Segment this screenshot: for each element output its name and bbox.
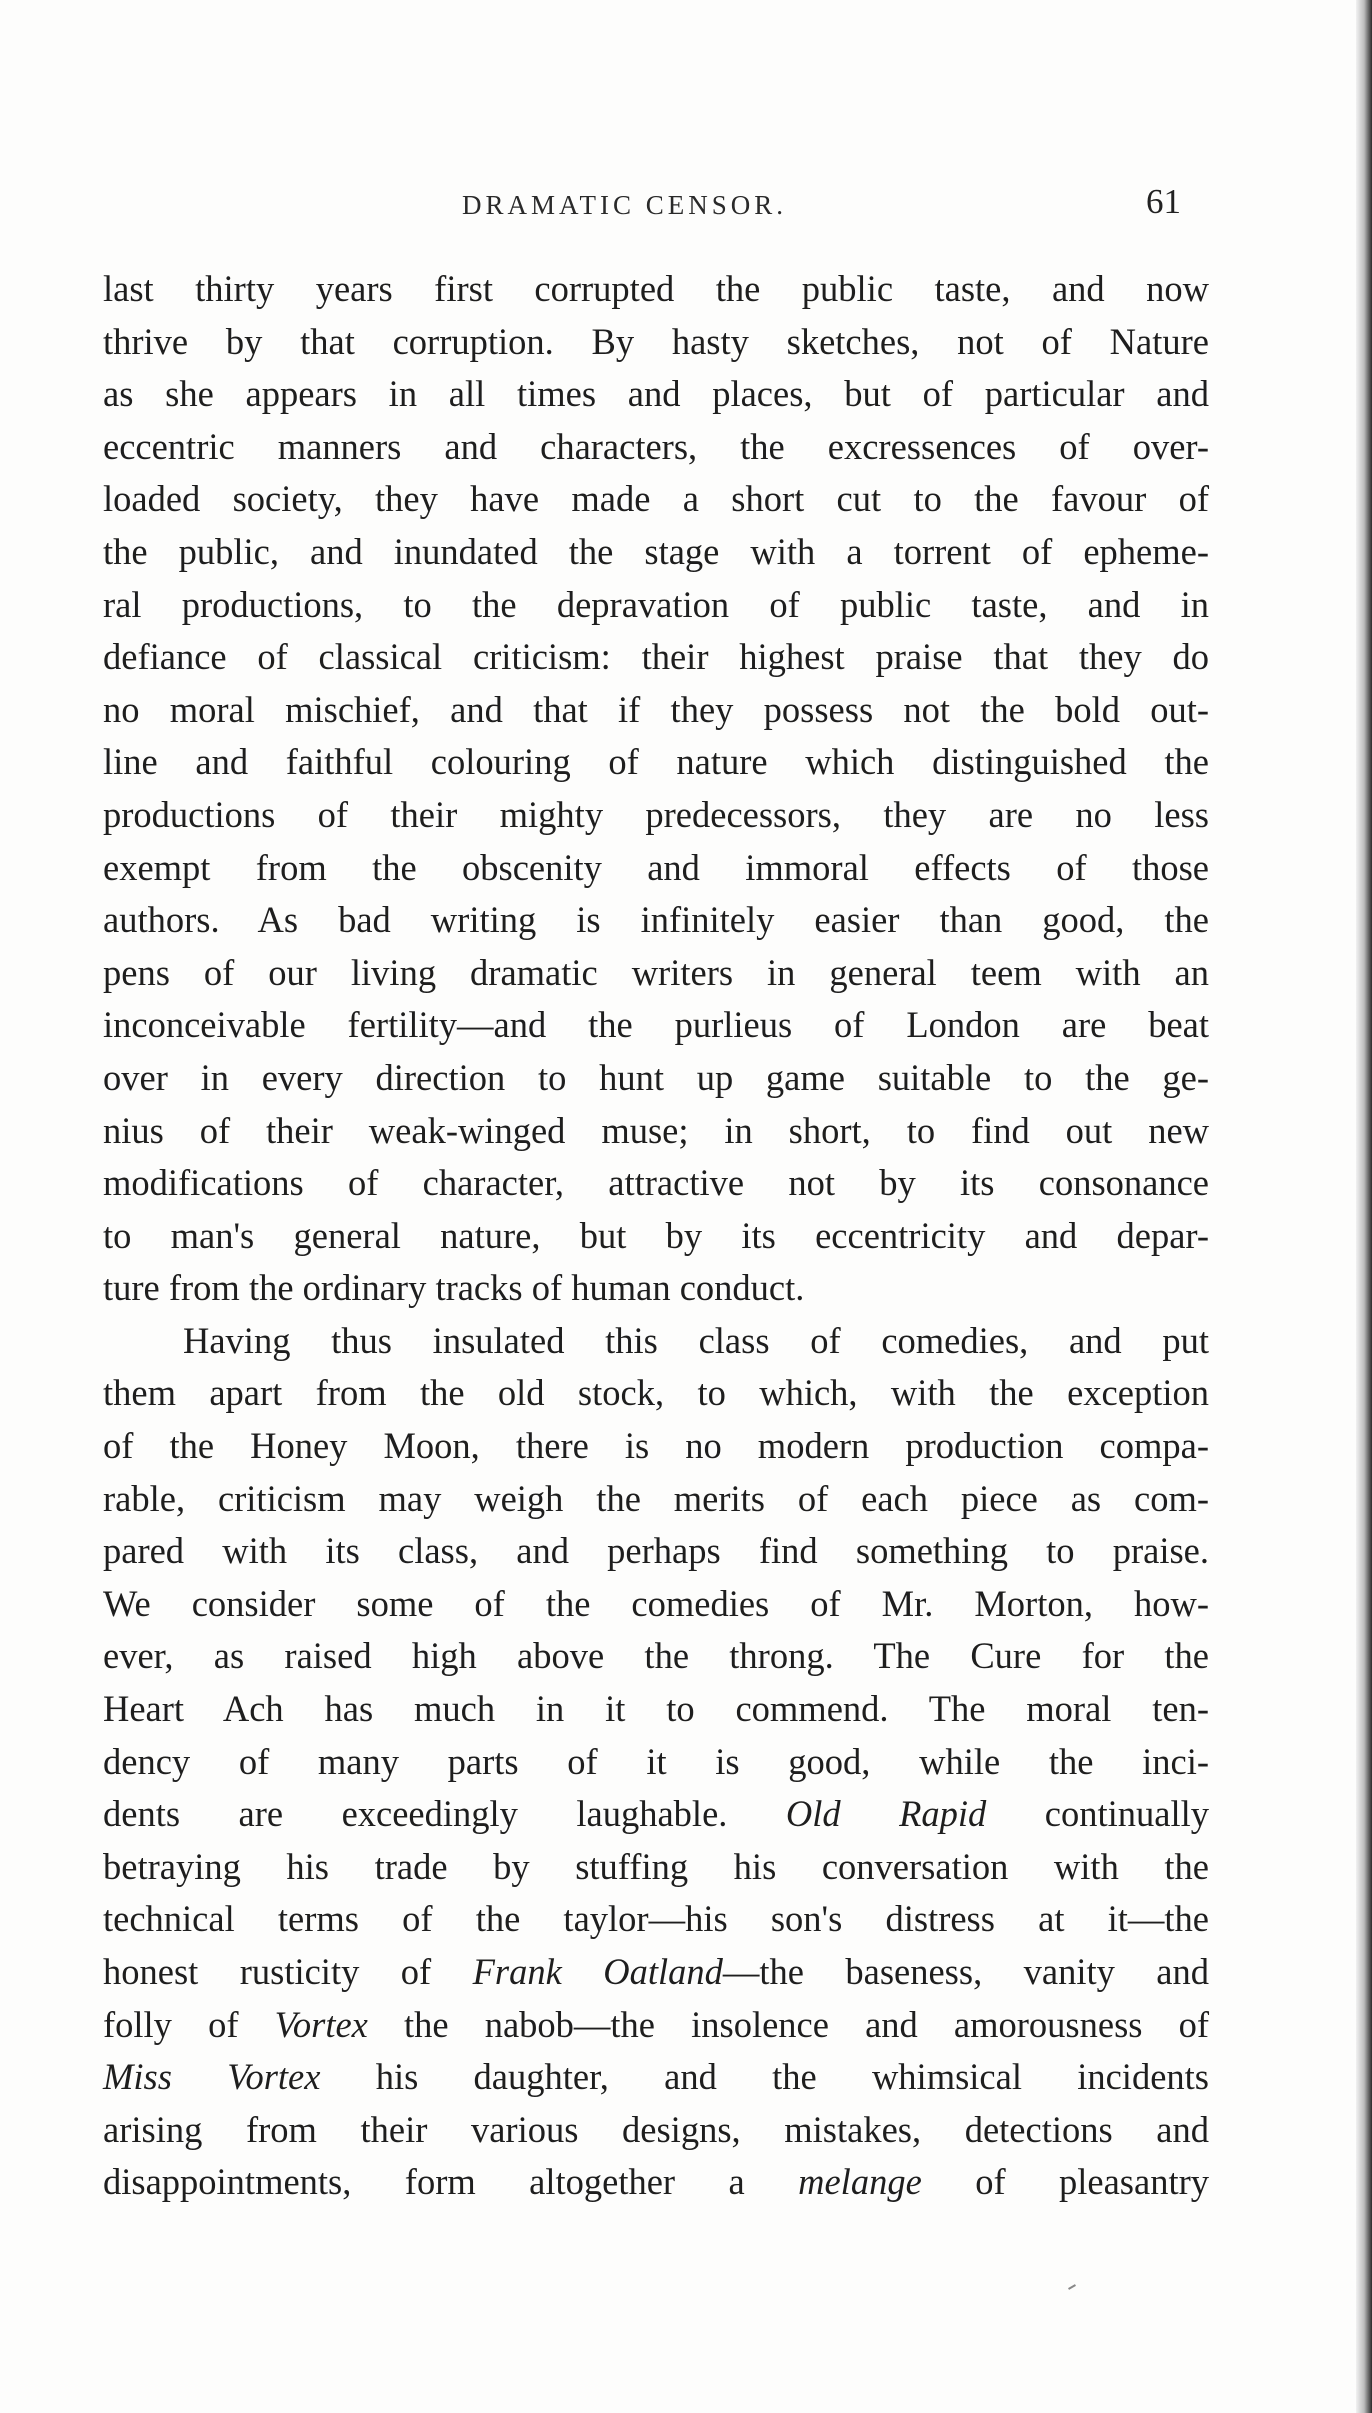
text-line: as she appears in all times and places, but of particular and <box>103 373 1209 415</box>
text-line <box>103 2051 1209 2104</box>
text-line: to man's general nature, but by its eccentricity and depar- <box>103 1214 1209 1256</box>
text-line: loaded society, they have made a short cut to the favour of <box>103 478 1209 520</box>
text-line: line and faithful colouring of nature which distinguished the <box>103 741 1209 783</box>
text-line: last thirty years first corrupted the public taste, and now <box>103 268 1209 309</box>
text-run: the nabob—the insolence and amorousness of <box>367 2003 1210 2045</box>
text-line: technical terms of the taylor—his son's distress at it—the <box>103 1898 1209 1940</box>
text-line: ture from the ordinary tracks of human conduct. <box>103 1267 805 1309</box>
text-line: authors. As bad writing is infinitely easier than good, the <box>103 899 1209 941</box>
text-run: dents are exceedingly laughable. <box>103 1793 786 1835</box>
page-number: 61 <box>1146 182 1181 221</box>
text-line: of the Honey Moon, there is no modern production compa- <box>103 1425 1209 1467</box>
text-line: them apart from the old stock, to which, with the exception <box>103 1372 1209 1414</box>
italic-character-name: Old Rapid <box>785 1793 987 1835</box>
text-line: rable, criticism may weigh the merits of each piece as com- <box>103 1477 1209 1519</box>
text-line: betraying his trade by stuffing his conversation with the <box>103 1845 1209 1887</box>
text-line <box>103 2156 1209 2209</box>
body-text <box>103 263 1209 2209</box>
text-line: ral productions, to the depravation of public taste, and in <box>103 583 1209 625</box>
italic-character-name: Miss Vortex <box>103 2056 321 2098</box>
page-edge-shadow <box>1356 0 1372 2413</box>
running-head: DRAMATIC CENSOR. <box>462 190 788 220</box>
text-line <box>103 1999 1209 2052</box>
text-run: honest rusticity of <box>103 1951 473 1992</box>
page-header <box>0 182 1372 242</box>
text-line: pared with its class, and perhaps find something to praise. <box>103 1530 1209 1572</box>
text-run: continually <box>986 1793 1209 1835</box>
italic-character-name: Vortex <box>274 2003 368 2045</box>
italic-character-name: Frank Oatland <box>472 1951 723 1992</box>
text-line: ever, as raised high above the throng. The Cure for the <box>103 1635 1209 1677</box>
paragraph-1 <box>103 263 1209 1315</box>
text-line: We consider some of the comedies of Mr. Morton, how- <box>103 1582 1209 1624</box>
text-line: the public, and inundated the stage with a torrent of epheme- <box>103 530 1209 572</box>
text-line: nius of their weak-winged muse; in short, to find out new <box>103 1109 1209 1151</box>
text-line: defiance of classical criticism: their highest praise that they do <box>103 636 1209 678</box>
text-line: over in every direction to hunt up game suitable to the ge- <box>103 1056 1209 1098</box>
text-line: modifications of character, attractive not by its consonance <box>103 1162 1209 1204</box>
text-run: folly of <box>103 2003 275 2045</box>
text-line: inconceivable fertility—and the purlieus of London are beat <box>103 1004 1209 1046</box>
text-line: pens of our living dramatic writers in general teem with an <box>103 951 1209 993</box>
text-line: no moral mischief, and that if they possess not the bold out- <box>103 688 1209 730</box>
text-line: Having thus insulated this class of comedies, and put <box>183 1319 1209 1361</box>
text-line: arising from their various designs, mistakes, detections and <box>103 2108 1209 2150</box>
text-line: productions of their mighty predecessors, they are no less <box>103 793 1209 835</box>
text-line: dency of many parts of it is good, while the inci- <box>103 1740 1209 1782</box>
text-run: his daughter, and the whimsical incidents <box>320 2056 1209 2098</box>
text-run: disappointments, form altogether a <box>103 2161 799 2203</box>
paragraph-2 <box>103 1315 1209 2209</box>
text-run: —the baseness, vanity and <box>722 1951 1209 1992</box>
text-line: eccentric manners and characters, the excressences of over- <box>103 425 1209 467</box>
text-run: of pleasantry <box>921 2161 1210 2203</box>
text-line: Heart Ach has much in it to commend. The moral ten- <box>103 1688 1209 1730</box>
text-line <box>103 1946 1209 1999</box>
ink-speck <box>1068 2284 1076 2290</box>
text-line <box>103 1788 1209 1841</box>
text-line: exempt from the obscenity and immoral effects of those <box>103 846 1209 888</box>
italic-term: melange <box>798 2161 922 2203</box>
text-line: thrive by that corruption. By hasty sketches, not of Nature <box>103 320 1209 362</box>
